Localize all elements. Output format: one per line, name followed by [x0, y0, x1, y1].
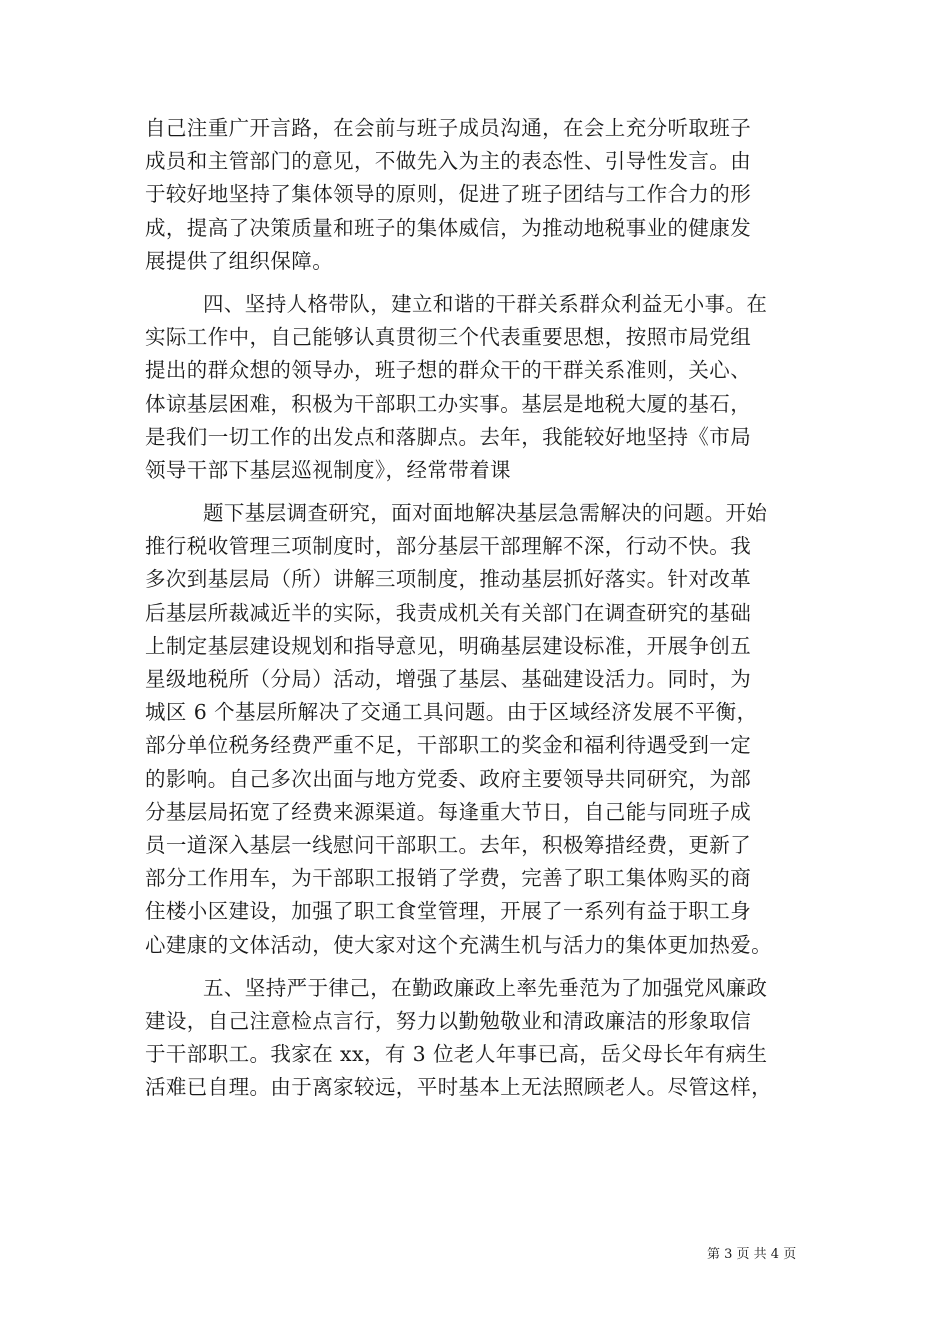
text-line: 是我们一切工作的出发点和落脚点。去年，我能较好地坚持《市局	[145, 424, 752, 449]
text-line: 成，提高了决策质量和班子的集体威信，为推动地税事业的健康发	[145, 215, 752, 240]
text-line: 后基层所裁减近半的实际，我责成机关有关部门在调查研究的基础	[145, 600, 752, 625]
text-line: 成员和主管部门的意见，不做先入为主的表态性、引导性发言。由	[145, 149, 752, 174]
text-line: 城区 6 个基层所解决了交通工具问题。由于区域经济发展不平衡，	[145, 700, 758, 725]
text-line: 自己注重广开言路，在会前与班子成员沟通，在会上充分听取班子	[145, 116, 752, 140]
paragraph-start-line: 题下基层调查研究，面对面地解决基层急需解决的问题。开始	[203, 501, 768, 526]
text-line: 分基层局拓宽了经费来源渠道。每逢重大节日，自己能与同班子成	[145, 799, 752, 824]
document-body	[145, 112, 825, 1104]
text-line: 建设，自己注意检点言行，努力以勤勉敬业和清政廉洁的形象取信	[145, 1008, 752, 1033]
text-line: 星级地税所（分局）活动，增强了基层、基础建设活力。同时，为	[145, 667, 752, 691]
text-line: 心建康的文体活动，使大家对这个充满生机与活力的集体更加热爱。	[145, 932, 772, 957]
text-line: 推行税收管理三项制度时，部分基层干部理解不深，行动不快。我	[145, 534, 752, 559]
text-line: 员一道深入基层一线慰问干部职工。去年，积极筹措经费，更新了	[145, 832, 752, 857]
text-line: 多次到基层局（所）讲解三项制度，推动基层抓好落实。针对改革	[145, 567, 752, 592]
text-line: 于较好地坚持了集体领导的原则，促进了班子团结与工作合力的形	[145, 182, 752, 207]
text-line: 实际工作中，自己能够认真贯彻三个代表重要思想，按照市局党组	[145, 325, 752, 350]
text-line: 提出的群众想的领导办，班子想的群众干的干群关系准则，关心、	[145, 358, 752, 383]
text-line: 部分工作用车，为干部职工报销了学费，完善了职工集体购买的商	[145, 866, 752, 891]
paragraph-5-heading-line: 五、坚持严于律己，在勤政廉政上率先垂范为了加强党风廉政	[203, 975, 768, 1000]
text-line: 领导干部下基层巡视制度》，经常带着课	[145, 457, 511, 482]
text-line: 体谅基层困难，积极为干部职工办实事。基层是地税大厦的基石，	[145, 391, 752, 416]
page-number: 第 3 页 共 4 页	[707, 1247, 797, 1262]
text-line: 住楼小区建设，加强了职工食堂管理，开展了一系列有益于职工身	[145, 899, 752, 924]
text-line: 上制定基层建设规划和指导意见，明确基层建设标准，开展争创五	[145, 633, 752, 658]
paragraph-4-heading-line: 四、坚持人格带队，建立和谐的干群关系群众利益无小事。在	[203, 291, 768, 316]
text-line: 的影响。自己多次出面与地方党委、政府主要领导共同研究，为部	[145, 766, 752, 791]
text-line: 于干部职工。我家在 xx，有 3 位老人年事已高，岳父母长年有病生	[145, 1042, 768, 1067]
text-line: 部分单位税务经费严重不足，干部职工的奖金和福利待遇受到一定	[145, 733, 752, 758]
text-line: 展提供了组织保障。	[145, 248, 334, 273]
text-line: 活难已自理。由于离家较远，平时基本上无法照顾老人。尽管这样，	[145, 1075, 772, 1100]
